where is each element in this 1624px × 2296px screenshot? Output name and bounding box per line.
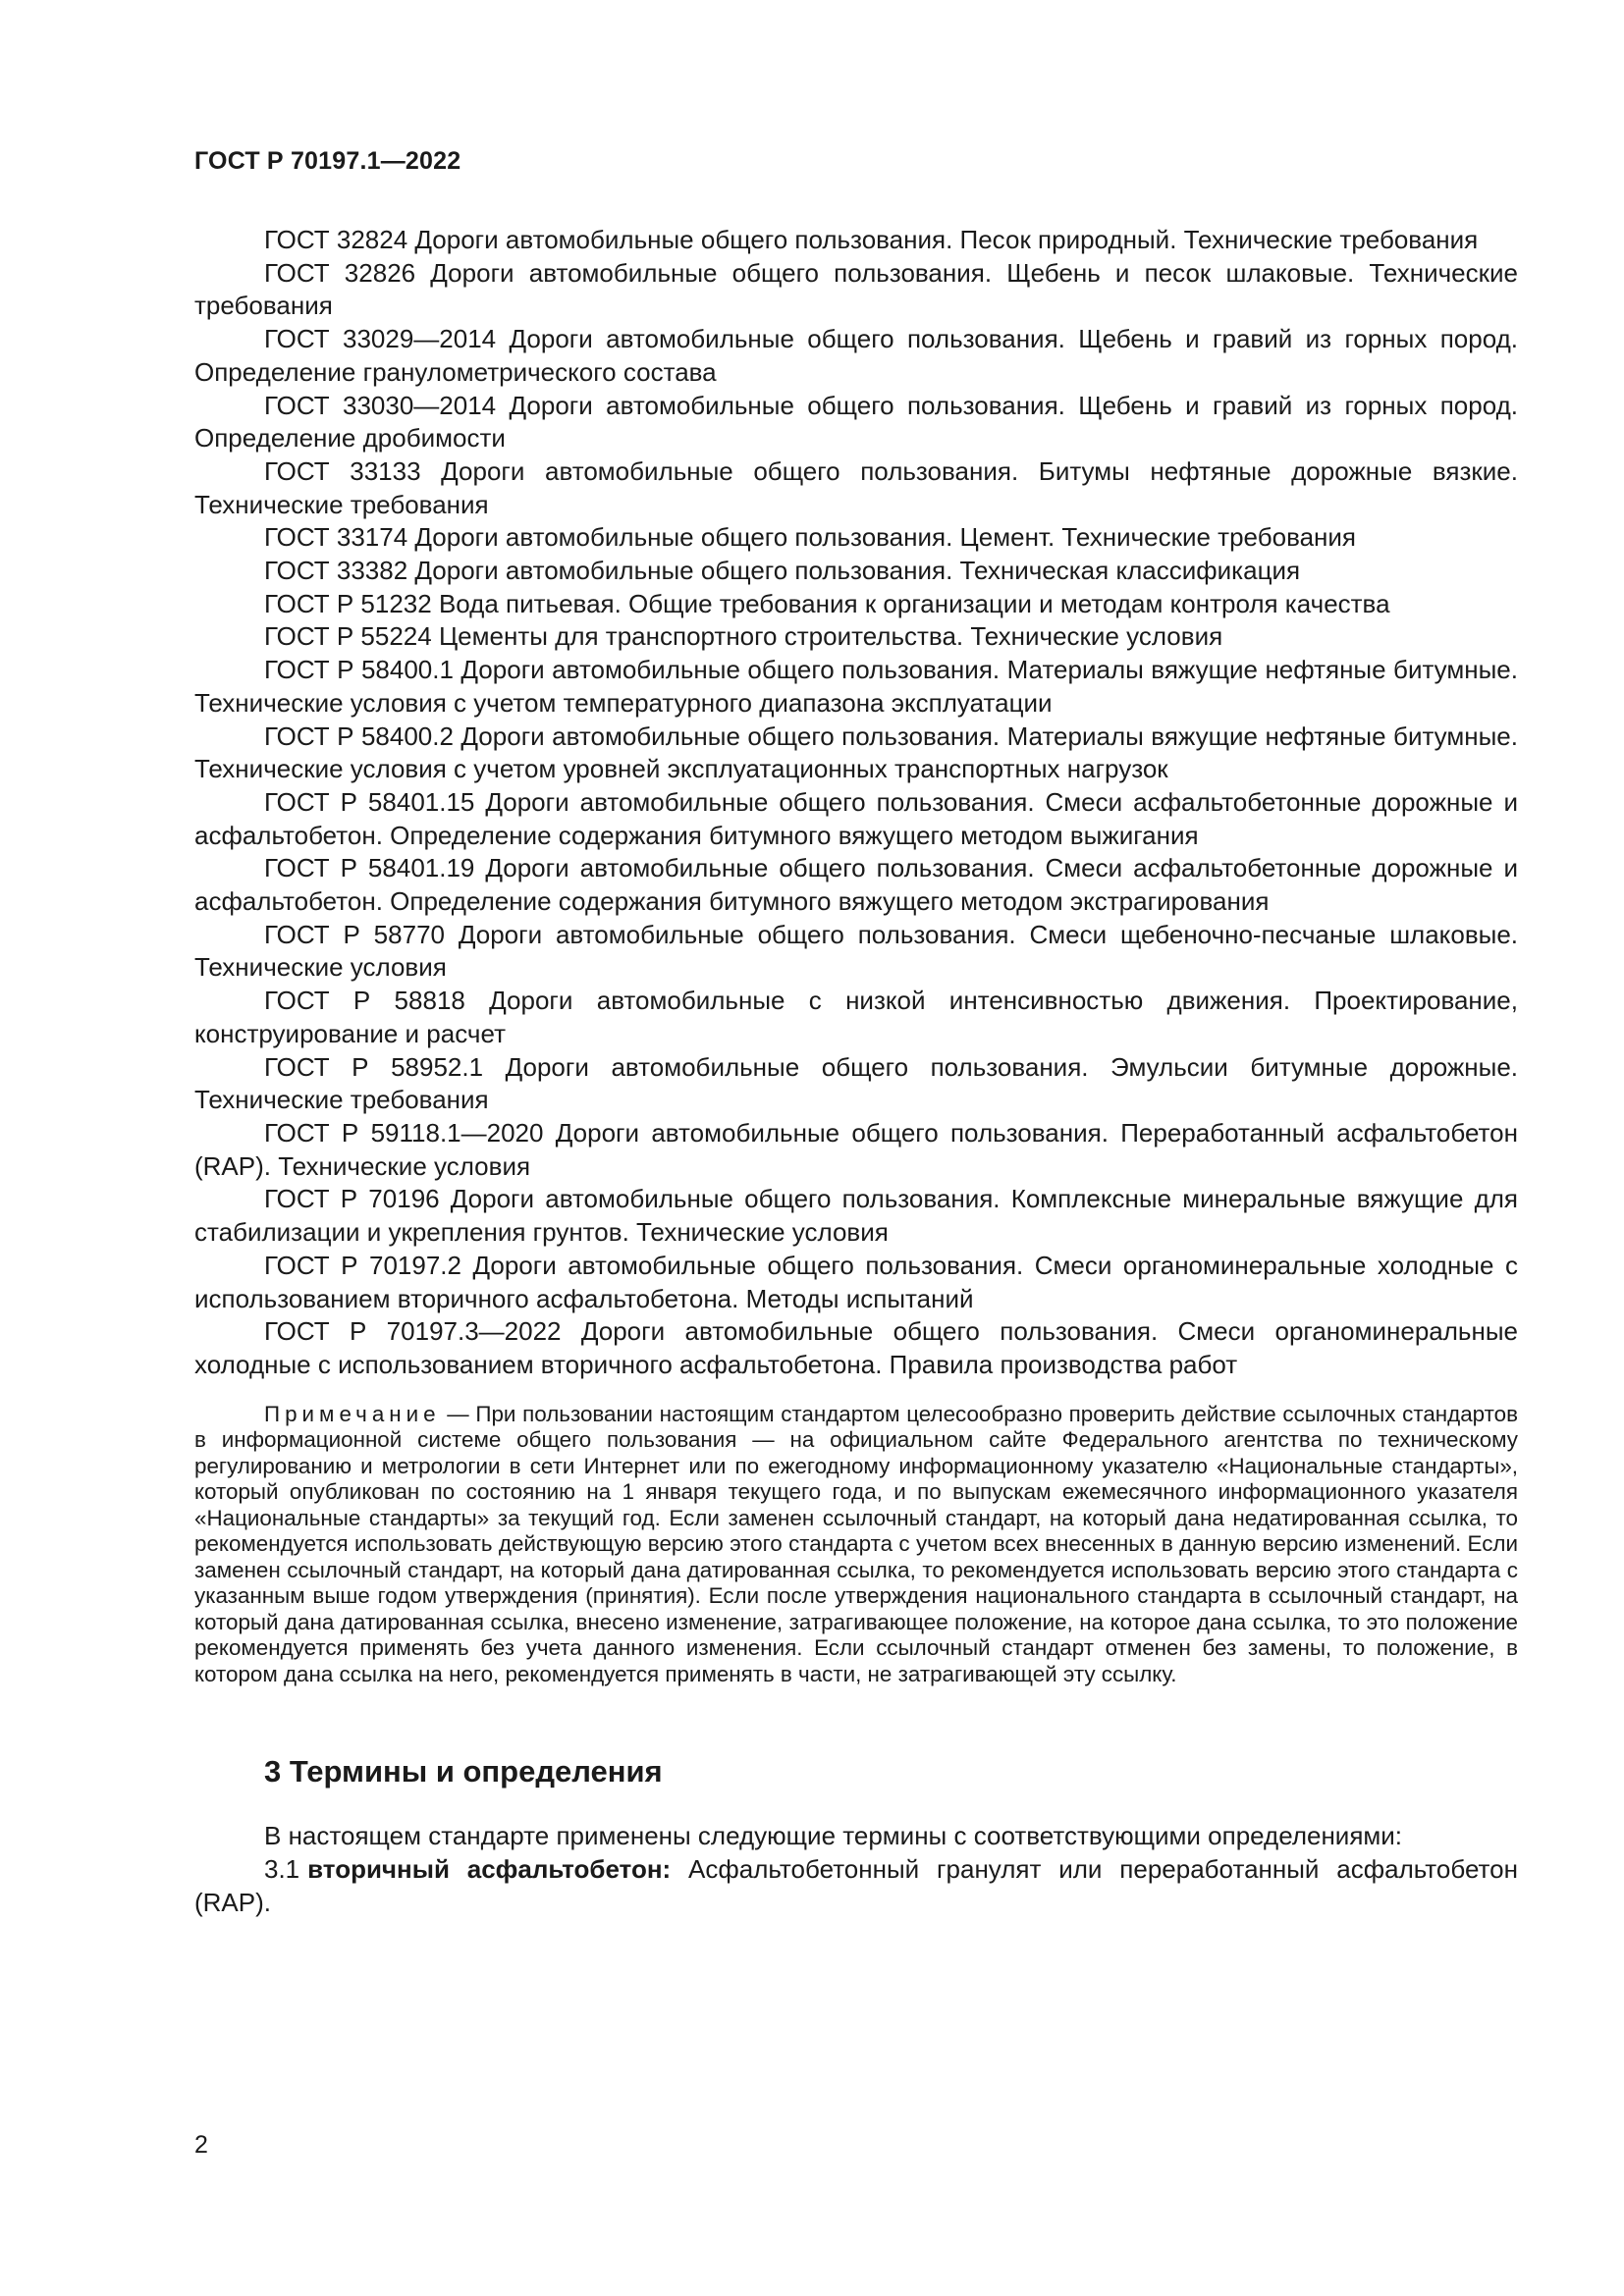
reference-item: ГОСТ 33382 Дороги автомобильные общего пользования. Техническая классификация — [264, 556, 1301, 586]
reference-item: ГОСТ Р 55224 Цементы для транспортного строительства. Технические условия — [264, 621, 1223, 652]
term-number: 3.1 — [264, 1854, 300, 1885]
section-body — [194, 1819, 1518, 1919]
note-label: Примечание — [264, 1401, 441, 1426]
reference-item: ГОСТ Р 58400.1 Дороги автомобильные общего пользования. Материалы вяжущие нефтяные битумные. Технические условия с учетом температурного диапазона эксплуатации — [194, 655, 1518, 718]
reference-item: ГОСТ 32824 Дороги автомобильные общего пользования. Песок природный. Технические требования — [264, 225, 1479, 254]
section-intro: В настоящем стандарте применены следующие термины с соответствующими определениями: — [264, 1821, 1403, 1851]
document-header: ГОСТ Р 70197.1—2022 — [194, 147, 461, 175]
reference-item: ГОСТ 33133 Дороги автомобильные общего пользования. Битумы нефтяные дорожные вязкие. Технические требования — [194, 455, 1518, 519]
normative-references-list — [194, 224, 1518, 1382]
reference-item: ГОСТ Р 70197.3—2022 Дороги автомобильные общего пользования. Смеси органоминеральные холодные с использованием вторичного асфальтобетона. Правила производства работ — [194, 1316, 1518, 1379]
reference-item: ГОСТ Р 58401.19 Дороги автомобильные общего пользования. Смеси асфальтобетонные дорожные и асфальтобетон. Определение содержания битумного вяжущего методом экстрагирования — [194, 853, 1518, 917]
reference-item: ГОСТ 33030—2014 Дороги автомобильные общего пользования. Щебень и гравий из горных пород. Определение дробимости — [194, 390, 1518, 454]
section-title: 3 Термины и определения — [264, 1754, 663, 1789]
reference-item: ГОСТ 33029—2014 Дороги автомобильные общего пользования. Щебень и гравий из горных пород. Определение гранулометрического состава — [194, 324, 1518, 387]
reference-item: ГОСТ Р 58770 Дороги автомобильные общего пользования. Смеси щебеночно-песчаные шлаковые. Технические условия — [194, 919, 1518, 983]
reference-item: ГОСТ 33174 Дороги автомобильные общего пользования. Цемент. Технические требования — [264, 522, 1357, 553]
term-name: вторичный асфальтобетон: — [307, 1854, 672, 1885]
page-content — [194, 224, 1518, 1919]
reference-item: ГОСТ Р 58401.15 Дороги автомобильные общего пользования. Смеси асфальтобетонные дорожные и асфальтобетон. Определение содержания битумного вяжущего методом выжигания — [194, 786, 1518, 850]
reference-item: ГОСТ Р 58400.2 Дороги автомобильные общего пользования. Материалы вяжущие нефтяные битумные. Технические условия с учетом уровней эксплуатационных транспортных нагрузок — [194, 721, 1518, 784]
term-text: Асфальтобетонный гранулят или переработанный асфальтобетон (RAP). — [194, 1854, 1518, 1918]
note-paragraph — [194, 1402, 1518, 1688]
page-number: 2 — [194, 2131, 208, 2159]
reference-item: ГОСТ Р 58952.1 Дороги автомобильные общего пользования. Эмульсии битумные дорожные. Технические требования — [194, 1051, 1518, 1115]
reference-item: ГОСТ 32826 Дороги автомобильные общего пользования. Щебень и песок шлаковые. Технические требования — [194, 257, 1518, 321]
term-definition — [194, 1852, 1518, 1919]
reference-item: ГОСТ Р 70196 Дороги автомобильные общего пользования. Комплексные минеральные вяжущие для стабилизации и укрепления грунтов. Технические условия — [194, 1184, 1518, 1248]
reference-item: ГОСТ Р 70197.2 Дороги автомобильные общего пользования. Смеси органоминеральные холодные с использованием вторичного асфальтобетона. Методы испытаний — [194, 1250, 1518, 1313]
reference-item: ГОСТ Р 51232 Вода питьевая. Общие требования к организации и методам контроля качества — [264, 588, 1390, 618]
note-text: — При пользовании настоящим стандартом целесообразно проверить действие ссылочных стандартов в информационной системе общего пользования — на официальном сайте Федерального агентства по техническому регулированию и метрологии в сети Интернет или по ежегодному информационному указателю «Национальные стандарты», который опубликован по состоянию на 1 января текущего года, и по выпускам ежемесячного информационного указателя «Национальные стандарты» за текущий год. Если заменен ссылочный стандарт, на который дана недатированная ссылка, то рекомендуется использовать действующую версию этого стандарта с учетом всех внесенных в данную версию изменений. Если заменен ссылочный стандарт, на который дана датированная ссылка, то рекомендуется использовать версию этого стандарта с указанным выше годом утверждения (принятия). Если после утверждения национального стандарта в ссылочный стандарт, на который дана датированная ссылка, внесено изменение, затрагивающее положение, на которое дана ссылка, то это положение рекомендуется применять без учета данного изменения. Если ссылочный стандарт отменен без замены, то положение, в котором дана ссылка на него, рекомендуется применять в части, не затрагивающей эту ссылку. — [194, 1401, 1518, 1686]
reference-item: ГОСТ Р 59118.1—2020 Дороги автомобильные общего пользования. Переработанный асфальтобетон (RAP). Технические условия — [194, 1117, 1518, 1181]
reference-item: ГОСТ Р 58818 Дороги автомобильные с низкой интенсивностью движения. Проектирование, конструирование и расчет — [194, 986, 1518, 1048]
